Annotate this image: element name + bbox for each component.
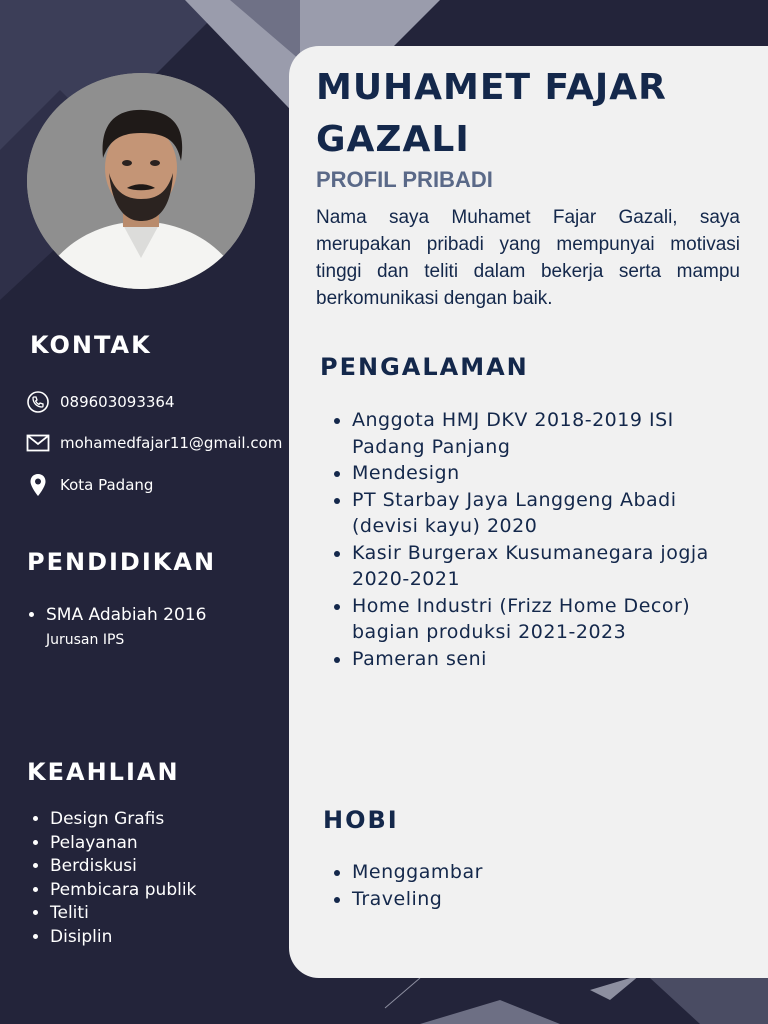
contact-phone <box>26 390 175 414</box>
experience-item: • Anggota HMJ DKV 2018-2019 ISI Padang Panjang <box>352 407 732 460</box>
experience-list <box>316 407 732 672</box>
skill-item: • Design Grafis <box>50 808 196 832</box>
profile-photo <box>27 73 255 289</box>
skill-item: • Pelayanan <box>50 832 196 856</box>
contact-location <box>26 473 153 497</box>
education-item <box>46 604 206 652</box>
hobbies-heading: HOBI <box>323 806 399 834</box>
experience-item: • Kasir Burgerax Kusumanegara jogja 2020-2021 <box>352 540 732 593</box>
skill-item: • Berdiskusi <box>50 855 196 879</box>
profile-text: Nama saya Muhamet Fajar Gazali, saya merupakan pribadi yang mempunyai motivasi tinggi dan teliti dalam bekerja serta mampu berkomunikasi dengan baik. <box>316 207 740 309</box>
experience-item: • Home Industri (Frizz Home Decor) bagian produksi 2021-2023 <box>352 593 732 646</box>
contact-location-text: Kota Padang <box>60 476 154 494</box>
profile-title: PROFIL PRIBADI <box>316 167 493 192</box>
experience-heading: PENGALAMAN <box>320 353 529 381</box>
hobby-item: • Menggambar <box>352 859 732 886</box>
skill-item: • Disiplin <box>50 926 196 950</box>
phone-icon <box>26 390 50 414</box>
education-heading: PENDIDIKAN <box>27 548 217 576</box>
skill-item: • Teliti <box>50 902 196 926</box>
experience-item: • PT Starbay Jaya Langgeng Abadi (devisi kayu) 2020 <box>352 487 732 540</box>
person-name: MUHAMET FAJAR GAZALI <box>316 67 667 160</box>
mail-icon <box>26 431 50 455</box>
hobbies-list <box>316 859 732 912</box>
contact-email-text: mohamedfajar11@gmail.com <box>60 434 283 452</box>
contact-phone-text: 089603093364 <box>60 393 175 411</box>
education-school: SMA Adabiah 2016 <box>46 605 207 625</box>
experience-item: • Mendesign <box>352 460 732 487</box>
contact-email <box>26 431 282 455</box>
education-list <box>23 604 206 652</box>
location-pin-icon <box>26 473 50 497</box>
contact-heading: KONTAK <box>30 331 152 359</box>
hobby-item: • Traveling <box>352 886 732 913</box>
skills-heading: KEAHLIAN <box>27 758 180 786</box>
experience-item: • Pameran seni <box>352 646 732 673</box>
education-major: Jurusan IPS <box>46 631 125 648</box>
skills-list <box>27 808 196 949</box>
skill-item: • Pembicara publik <box>50 879 196 903</box>
